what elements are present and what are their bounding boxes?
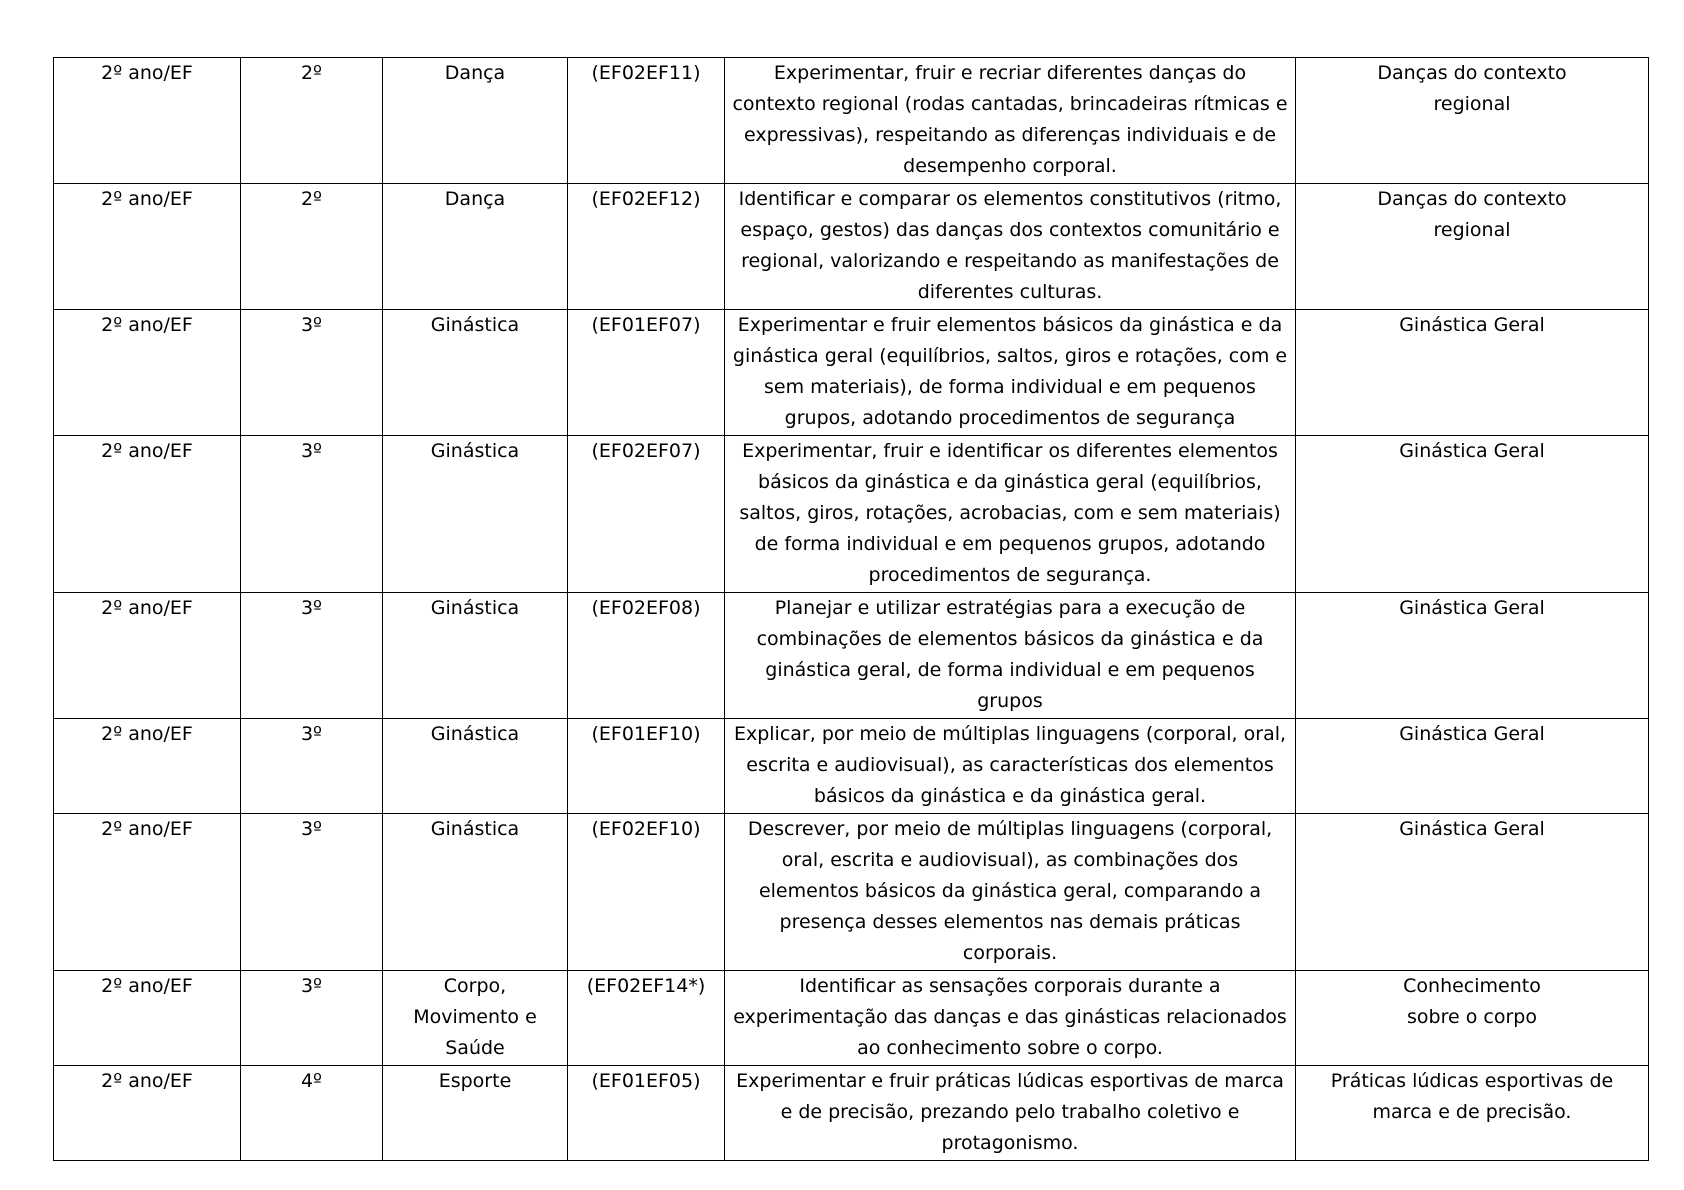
skill-description-cell: Identificar as sensações corporais durante a experimentação das danças e das ginásticas relacionados ao conhecimento sobre o corpo. <box>725 971 1296 1066</box>
thematic-unit-cell: Ginástica <box>383 719 568 814</box>
table-row <box>54 1066 1649 1161</box>
skill-description-cell: Experimentar e fruir práticas lúdicas esportivas de marca e de precisão, prezando pelo trabalho coletivo e protagonismo. <box>725 1066 1296 1161</box>
skill-description-cell: Experimentar e fruir elementos básicos da ginástica e da ginástica geral (equilíbrios, saltos, giros e rotações, com e sem materiais), de forma individual e em pequenos grupos, adotando procedimentos de segurança <box>725 310 1296 436</box>
bimester-cell: 3º <box>241 310 383 436</box>
table-row <box>54 310 1649 436</box>
table-row <box>54 436 1649 593</box>
table-row <box>54 184 1649 310</box>
skill-description-cell: Experimentar, fruir e identificar os diferentes elementos básicos da ginástica e da ginástica geral (equilíbrios, saltos, giros, rotações, acrobacias, com e sem materiais) de forma individual e em pequenos grupos, adotando procedimentos de segurança. <box>725 436 1296 593</box>
knowledge-object-cell: Ginástica Geral <box>1296 593 1649 719</box>
bimester-cell: 2º <box>241 184 383 310</box>
knowledge-object-cell: Danças do contexto regional <box>1296 184 1649 310</box>
thematic-unit-cell: Ginástica <box>383 814 568 971</box>
skill-code-cell: (EF01EF10) <box>568 719 725 814</box>
table-row <box>54 814 1649 971</box>
thematic-unit-cell: Dança <box>383 184 568 310</box>
bimester-cell: 3º <box>241 719 383 814</box>
table-row <box>54 971 1649 1066</box>
knowledge-object-cell: Ginástica Geral <box>1296 719 1649 814</box>
skill-code-cell: (EF02EF07) <box>568 436 725 593</box>
skill-description-cell: Planejar e utilizar estratégias para a execução de combinações de elementos básicos da ginástica e da ginástica geral, de forma individual e em pequenos grupos <box>725 593 1296 719</box>
skill-code-cell: (EF02EF12) <box>568 184 725 310</box>
skill-description-cell: Identificar e comparar os elementos constitutivos (ritmo, espaço, gestos) das danças dos contextos comunitário e regional, valorizando e respeitando as manifestações de diferentes culturas. <box>725 184 1296 310</box>
knowledge-object-cell: Ginástica Geral <box>1296 310 1649 436</box>
year-cell: 2º ano/EF <box>54 593 241 719</box>
bimester-cell: 2º <box>241 58 383 184</box>
year-cell: 2º ano/EF <box>54 971 241 1066</box>
thematic-unit-cell: Corpo, Movimento e Saúde <box>383 971 568 1066</box>
bimester-cell: 3º <box>241 971 383 1066</box>
bimester-cell: 3º <box>241 593 383 719</box>
curriculum-table <box>53 57 1649 1161</box>
knowledge-object-cell: Práticas lúdicas esportivas de marca e de precisão. <box>1296 1066 1649 1161</box>
skill-code-cell: (EF02EF10) <box>568 814 725 971</box>
thematic-unit-cell: Ginástica <box>383 436 568 593</box>
skill-description-cell: Experimentar, fruir e recriar diferentes danças do contexto regional (rodas cantadas, brincadeiras rítmicas e expressivas), respeitando as diferenças individuais e de desempenho corporal. <box>725 58 1296 184</box>
skill-code-cell: (EF02EF11) <box>568 58 725 184</box>
table-row <box>54 719 1649 814</box>
bimester-cell: 4º <box>241 1066 383 1161</box>
skill-code-cell: (EF01EF05) <box>568 1066 725 1161</box>
knowledge-object-cell: Conhecimento sobre o corpo <box>1296 971 1649 1066</box>
knowledge-object-cell: Ginástica Geral <box>1296 436 1649 593</box>
knowledge-object-cell: Ginástica Geral <box>1296 814 1649 971</box>
year-cell: 2º ano/EF <box>54 814 241 971</box>
skill-code-cell: (EF02EF08) <box>568 593 725 719</box>
skill-code-cell: (EF01EF07) <box>568 310 725 436</box>
bimester-cell: 3º <box>241 436 383 593</box>
year-cell: 2º ano/EF <box>54 58 241 184</box>
thematic-unit-cell: Ginástica <box>383 593 568 719</box>
year-cell: 2º ano/EF <box>54 310 241 436</box>
table-row <box>54 593 1649 719</box>
year-cell: 2º ano/EF <box>54 184 241 310</box>
skill-description-cell: Explicar, por meio de múltiplas linguagens (corporal, oral, escrita e audiovisual), as características dos elementos básicos da ginástica e da ginástica geral. <box>725 719 1296 814</box>
thematic-unit-cell: Dança <box>383 58 568 184</box>
thematic-unit-cell: Esporte <box>383 1066 568 1161</box>
knowledge-object-cell: Danças do contexto regional <box>1296 58 1649 184</box>
year-cell: 2º ano/EF <box>54 719 241 814</box>
year-cell: 2º ano/EF <box>54 436 241 593</box>
skill-code-cell: (EF02EF14*) <box>568 971 725 1066</box>
year-cell: 2º ano/EF <box>54 1066 241 1161</box>
thematic-unit-cell: Ginástica <box>383 310 568 436</box>
table-row <box>54 58 1649 184</box>
bimester-cell: 3º <box>241 814 383 971</box>
skill-description-cell: Descrever, por meio de múltiplas linguagens (corporal, oral, escrita e audiovisual), as combinações dos elementos básicos da ginástica geral, comparando a presença desses elementos nas demais práticas corporais. <box>725 814 1296 971</box>
